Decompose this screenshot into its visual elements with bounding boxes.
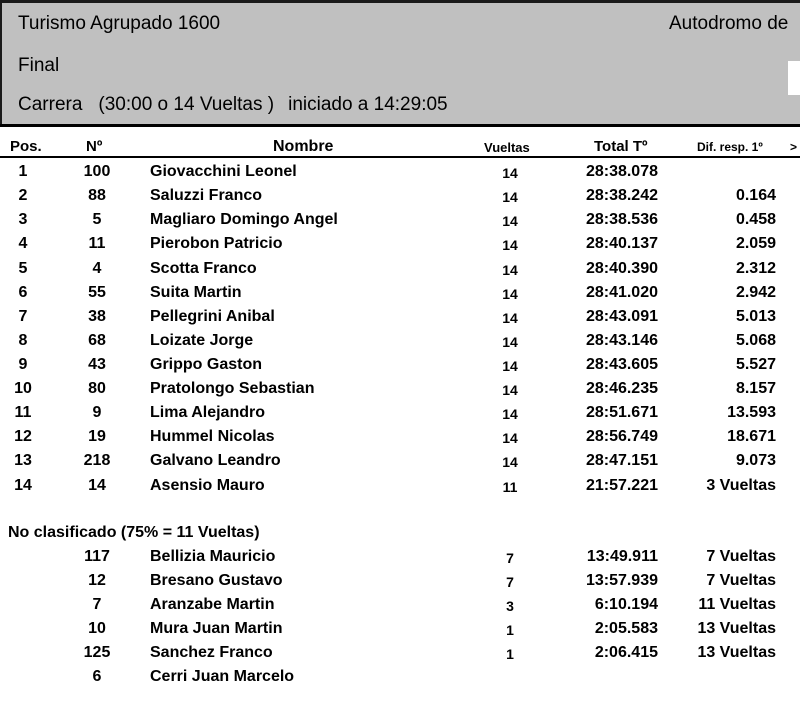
race-start-time: iniciado a 14:29:05 bbox=[288, 94, 448, 115]
result-pos: 13 bbox=[14, 452, 32, 469]
table-row bbox=[0, 426, 800, 450]
result-pos: 10 bbox=[14, 380, 32, 397]
result-number: 117 bbox=[84, 548, 110, 565]
result-number: 4 bbox=[92, 260, 102, 277]
result-total: 28:51.671 bbox=[585, 404, 658, 421]
result-laps: 14 bbox=[502, 286, 518, 302]
result-number: 88 bbox=[88, 187, 106, 204]
column-headers bbox=[0, 135, 800, 157]
race-info bbox=[18, 94, 448, 116]
result-total: 28:41.020 bbox=[585, 284, 658, 301]
result-pos: 7 bbox=[18, 308, 28, 325]
result-name: Pierobon Patricio bbox=[150, 235, 283, 252]
table-row bbox=[0, 330, 800, 354]
result-diff: 2.312 bbox=[735, 260, 776, 277]
result-name: Lima Alejandro bbox=[150, 404, 265, 421]
result-number: 10 bbox=[88, 620, 106, 637]
result-laps: 14 bbox=[502, 430, 518, 446]
col-pos: Pos. bbox=[10, 138, 42, 155]
result-number: 7 bbox=[92, 596, 102, 613]
table-row bbox=[0, 306, 800, 330]
result-total: 28:38.078 bbox=[585, 163, 658, 180]
result-diff: 5.068 bbox=[735, 332, 776, 349]
result-name: Saluzzi Franco bbox=[150, 187, 263, 204]
result-diff: 5.527 bbox=[735, 356, 776, 373]
result-total: 28:40.390 bbox=[585, 260, 658, 277]
result-diff: 2.059 bbox=[735, 235, 776, 252]
result-name: Hummel Nicolas bbox=[150, 428, 275, 445]
result-name: Mura Juan Martin bbox=[150, 620, 283, 637]
not-classified-label: No clasificado (75% = 11 Vueltas) bbox=[8, 524, 260, 541]
result-number: 9 bbox=[92, 404, 102, 421]
result-total: 13:49.911 bbox=[586, 548, 658, 565]
result-diff: 13.593 bbox=[727, 404, 776, 421]
result-name: Giovacchini Leonel bbox=[150, 163, 297, 180]
table-row bbox=[0, 642, 800, 666]
result-total: 2:06.415 bbox=[594, 644, 658, 661]
result-name: Bresano Gustavo bbox=[150, 572, 283, 589]
result-diff: 18.671 bbox=[727, 428, 776, 445]
result-name: Pellegrini Anibal bbox=[150, 308, 275, 325]
result-pos: 9 bbox=[18, 356, 28, 373]
result-pos: 6 bbox=[18, 284, 28, 301]
table-row bbox=[0, 378, 800, 402]
result-name: Scotta Franco bbox=[150, 260, 257, 277]
result-diff: 3 Vueltas bbox=[706, 477, 776, 494]
table-row bbox=[0, 209, 800, 233]
result-diff: 5.013 bbox=[735, 308, 776, 325]
result-diff: 0.164 bbox=[735, 187, 776, 204]
result-pos: 14 bbox=[14, 477, 32, 494]
session-name: Final bbox=[18, 55, 60, 76]
result-diff: 11 Vueltas bbox=[698, 596, 776, 613]
result-number: 14 bbox=[88, 477, 106, 494]
result-total: 28:38.536 bbox=[585, 211, 658, 228]
result-diff: 7 Vueltas bbox=[706, 572, 776, 589]
race-condition: (30:00 o 14 Vueltas ) bbox=[98, 94, 275, 115]
result-laps: 14 bbox=[502, 262, 518, 278]
result-diff: 13 Vueltas bbox=[697, 620, 776, 637]
table-row bbox=[0, 402, 800, 426]
table-row bbox=[0, 570, 800, 594]
result-pos: 4 bbox=[18, 235, 28, 252]
header-box bbox=[788, 61, 800, 95]
result-laps: 1 bbox=[506, 622, 514, 638]
result-diff: 7 Vueltas bbox=[706, 548, 776, 565]
result-name: Magliaro Domingo Angel bbox=[150, 211, 338, 228]
result-name: Asensio Mauro bbox=[150, 477, 265, 494]
event-title: Turismo Agrupado 1600 bbox=[18, 13, 221, 34]
result-pos: 2 bbox=[18, 187, 28, 204]
col-name: Nombre bbox=[273, 138, 334, 155]
result-number: 80 bbox=[88, 380, 106, 397]
col-diff: Dif. resp. 1º bbox=[697, 140, 763, 154]
result-diff: 2.942 bbox=[735, 284, 776, 301]
result-laps: 14 bbox=[502, 406, 518, 422]
col-number: Nº bbox=[86, 138, 103, 155]
result-number: 125 bbox=[83, 644, 111, 661]
result-total: 28:43.146 bbox=[585, 332, 658, 349]
result-laps: 7 bbox=[506, 550, 514, 566]
result-number: 68 bbox=[88, 332, 106, 349]
table-row bbox=[0, 594, 800, 618]
result-laps: 14 bbox=[502, 189, 518, 205]
table-row bbox=[0, 258, 800, 282]
table-row bbox=[0, 161, 800, 185]
col-laps: Vueltas bbox=[484, 140, 530, 155]
result-pos: 8 bbox=[18, 332, 28, 349]
result-total: 28:40.137 bbox=[585, 235, 658, 252]
table-row bbox=[0, 354, 800, 378]
table-row bbox=[0, 233, 800, 257]
result-number: 38 bbox=[88, 308, 106, 325]
col-more: > bbox=[790, 140, 798, 154]
result-pos: 3 bbox=[18, 211, 28, 228]
result-name: Galvano Leandro bbox=[150, 452, 281, 469]
result-laps: 11 bbox=[502, 479, 518, 495]
result-total: 28:38.242 bbox=[585, 187, 658, 204]
result-laps: 14 bbox=[502, 454, 518, 470]
result-number: 6 bbox=[92, 668, 102, 685]
result-laps: 14 bbox=[502, 237, 518, 253]
result-total: 21:57.221 bbox=[585, 477, 658, 494]
result-total: 13:57.939 bbox=[585, 572, 658, 589]
header-divider bbox=[0, 124, 800, 127]
result-pos: 11 bbox=[14, 404, 32, 421]
result-number: 12 bbox=[88, 572, 106, 589]
result-laps: 7 bbox=[506, 574, 514, 590]
result-name: Aranzabe Martin bbox=[150, 596, 275, 613]
table-row bbox=[0, 546, 800, 570]
result-name: Pratolongo Sebastian bbox=[150, 380, 315, 397]
result-name: Sanchez Franco bbox=[150, 644, 273, 661]
result-laps: 14 bbox=[502, 213, 518, 229]
result-diff: 9.073 bbox=[735, 452, 776, 469]
result-laps: 14 bbox=[502, 165, 518, 181]
result-total: 28:56.749 bbox=[585, 428, 658, 445]
result-total: 28:47.151 bbox=[585, 452, 658, 469]
table-row bbox=[0, 185, 800, 209]
race-label: Carrera bbox=[18, 94, 83, 115]
result-number: 218 bbox=[83, 452, 111, 469]
venue-name: Autodromo de bbox=[669, 13, 789, 34]
result-number: 100 bbox=[83, 163, 111, 180]
result-number: 19 bbox=[88, 428, 106, 445]
result-number: 5 bbox=[92, 211, 102, 228]
table-row bbox=[0, 666, 800, 690]
result-laps: 14 bbox=[502, 310, 518, 326]
result-laps: 3 bbox=[506, 598, 514, 614]
result-pos: 5 bbox=[18, 260, 28, 277]
table-row bbox=[0, 282, 800, 306]
result-total: 28:46.235 bbox=[585, 380, 658, 397]
table-row bbox=[0, 475, 800, 499]
result-name: Grippo Gaston bbox=[150, 356, 262, 373]
result-name: Suita Martin bbox=[150, 284, 242, 301]
result-number: 55 bbox=[88, 284, 106, 301]
result-total: 6:10.194 bbox=[594, 596, 658, 613]
result-total: 28:43.091 bbox=[585, 308, 658, 325]
result-diff: 13 Vueltas bbox=[697, 644, 776, 661]
result-name: Cerri Juan Marcelo bbox=[150, 668, 295, 685]
result-pos: 1 bbox=[18, 163, 28, 180]
result-laps: 14 bbox=[502, 358, 518, 374]
result-total: 28:43.605 bbox=[585, 356, 658, 373]
result-laps: 1 bbox=[506, 646, 514, 662]
result-total: 2:05.583 bbox=[594, 620, 658, 637]
result-diff: 0.458 bbox=[735, 211, 776, 228]
table-row bbox=[0, 618, 800, 642]
result-name: Loizate Jorge bbox=[150, 332, 254, 349]
result-laps: 14 bbox=[502, 382, 518, 398]
result-pos: 12 bbox=[14, 428, 32, 445]
table-row bbox=[0, 450, 800, 474]
result-number: 43 bbox=[88, 356, 106, 373]
result-name: Bellizia Mauricio bbox=[150, 548, 276, 565]
column-divider bbox=[0, 156, 800, 158]
result-laps: 14 bbox=[502, 334, 518, 350]
result-number: 11 bbox=[88, 235, 106, 252]
result-diff: 8.157 bbox=[735, 380, 776, 397]
report-header bbox=[0, 0, 800, 124]
col-total: Total Tº bbox=[594, 138, 648, 155]
